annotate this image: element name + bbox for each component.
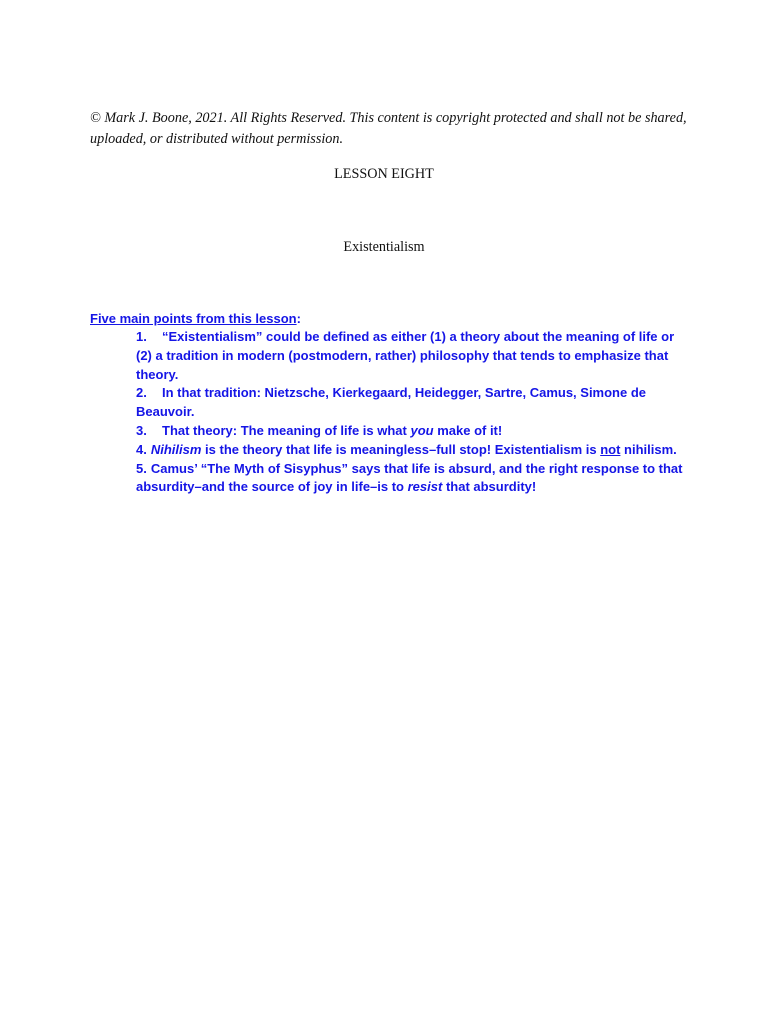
point-number: 2. [136, 385, 147, 401]
point-emphasis: Nihilism [150, 441, 202, 457]
point-item-5 [136, 460, 684, 498]
point-number: 3. [136, 422, 147, 438]
main-points-list [136, 328, 684, 497]
point-text: In that tradition: Nietzsche, Kierkegaard, Heidegger, Sartre, Camus, Simone de Beauvoir. [136, 385, 647, 420]
copyright-notice: © Mark J. Boone, 2021. All Rights Reserved. This content is copyright protected and shall not be shared, uploaded, or distributed without permission. [90, 110, 687, 147]
point-text-middle: is the theory that life is meaningless–full stop! Existentialism is [201, 441, 601, 457]
point-item-3 [136, 422, 684, 441]
point-text: “Existentialism” could be defined as either (1) a theory about the meaning of life or (2) a tradition in modern (postmodern, rather) philosophy that tends to emphasize that theory. [136, 329, 675, 382]
point-number: 4. [136, 441, 147, 457]
point-emphasis: resist [407, 479, 443, 495]
point-text-after: that absurdity! [442, 479, 537, 495]
point-text-after: make of it! [433, 422, 503, 438]
point-number: 1. [136, 329, 147, 344]
point-emphasis: you [410, 422, 434, 438]
lesson-title: LESSON EIGHT [334, 166, 434, 182]
point-item-4 [136, 441, 684, 460]
point-text-before: That theory: The meaning of life is what [162, 422, 411, 438]
point-item-2 [136, 384, 684, 422]
points-heading-link[interactable]: Five main points from this lesson [90, 311, 297, 326]
points-heading-colon: : [296, 311, 301, 326]
point-underlined: not [600, 441, 621, 457]
point-text-before: Camus’ “The Myth of Sisyphus” says that life is absurd, and the right response to that absurdity–and the source of joy in life–is to [136, 460, 683, 495]
lesson-subtitle: Existentialism [343, 239, 425, 255]
point-item-1 [136, 328, 684, 384]
point-text-after: nihilism. [620, 441, 677, 457]
point-number: 5. [136, 460, 147, 476]
points-heading [90, 309, 301, 329]
